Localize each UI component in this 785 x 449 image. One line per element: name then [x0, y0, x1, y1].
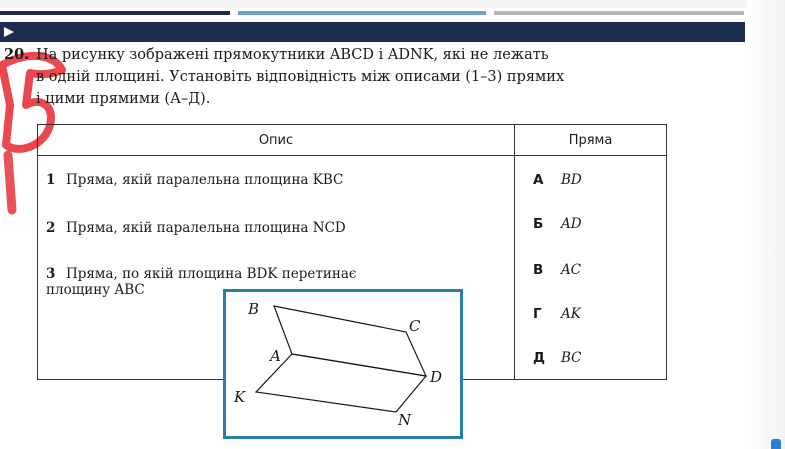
label-c: C	[409, 317, 421, 335]
right-edge	[747, 0, 785, 449]
progress-bar-blue	[238, 11, 486, 15]
description-item-1: 1 Пряма, якій паралельна площина KBC	[46, 172, 344, 188]
rectangle-abcd	[274, 306, 426, 376]
description-item-2: 2 Пряма, якій паралельна площина NCD	[46, 220, 346, 236]
description-item-3: 3 Пряма, по якій площина BDK перетинає площину ABC	[46, 266, 357, 298]
progress-bar-gray	[494, 11, 744, 15]
option-v: В AC	[533, 262, 582, 278]
lines-cell	[515, 156, 667, 380]
geometry-figure	[223, 289, 463, 439]
label-d: D	[430, 368, 443, 386]
question-line-1: На рисунку зображені прямокутники ABCD і ADNK, які не лежать	[36, 47, 549, 63]
question-text	[36, 44, 686, 110]
label-a: A	[270, 347, 281, 365]
label-n: N	[398, 411, 412, 429]
top-strip	[0, 0, 785, 8]
slide-header-bar	[0, 22, 745, 42]
question-line-3: і цими прямими (А–Д).	[36, 91, 211, 107]
rectangles-diagram	[226, 292, 460, 436]
corner-indicator	[771, 439, 781, 449]
arrow-icon	[0, 24, 30, 40]
rectangle-adnk	[256, 354, 426, 412]
header-description: Опис	[38, 125, 515, 156]
question-number: 20.	[4, 46, 30, 63]
option-g: Г AK	[533, 306, 581, 322]
label-b: B	[248, 300, 260, 318]
question-line-2: в одній площині. Установіть відповідність між описами (1–3) прямих	[36, 69, 565, 85]
progress-bar-dark	[0, 11, 230, 15]
option-b: Б AD	[533, 216, 582, 232]
header-line: Пряма	[515, 125, 667, 156]
option-d: Д BC	[533, 350, 582, 366]
option-a: А BD	[533, 172, 582, 188]
label-k: K	[234, 388, 246, 406]
